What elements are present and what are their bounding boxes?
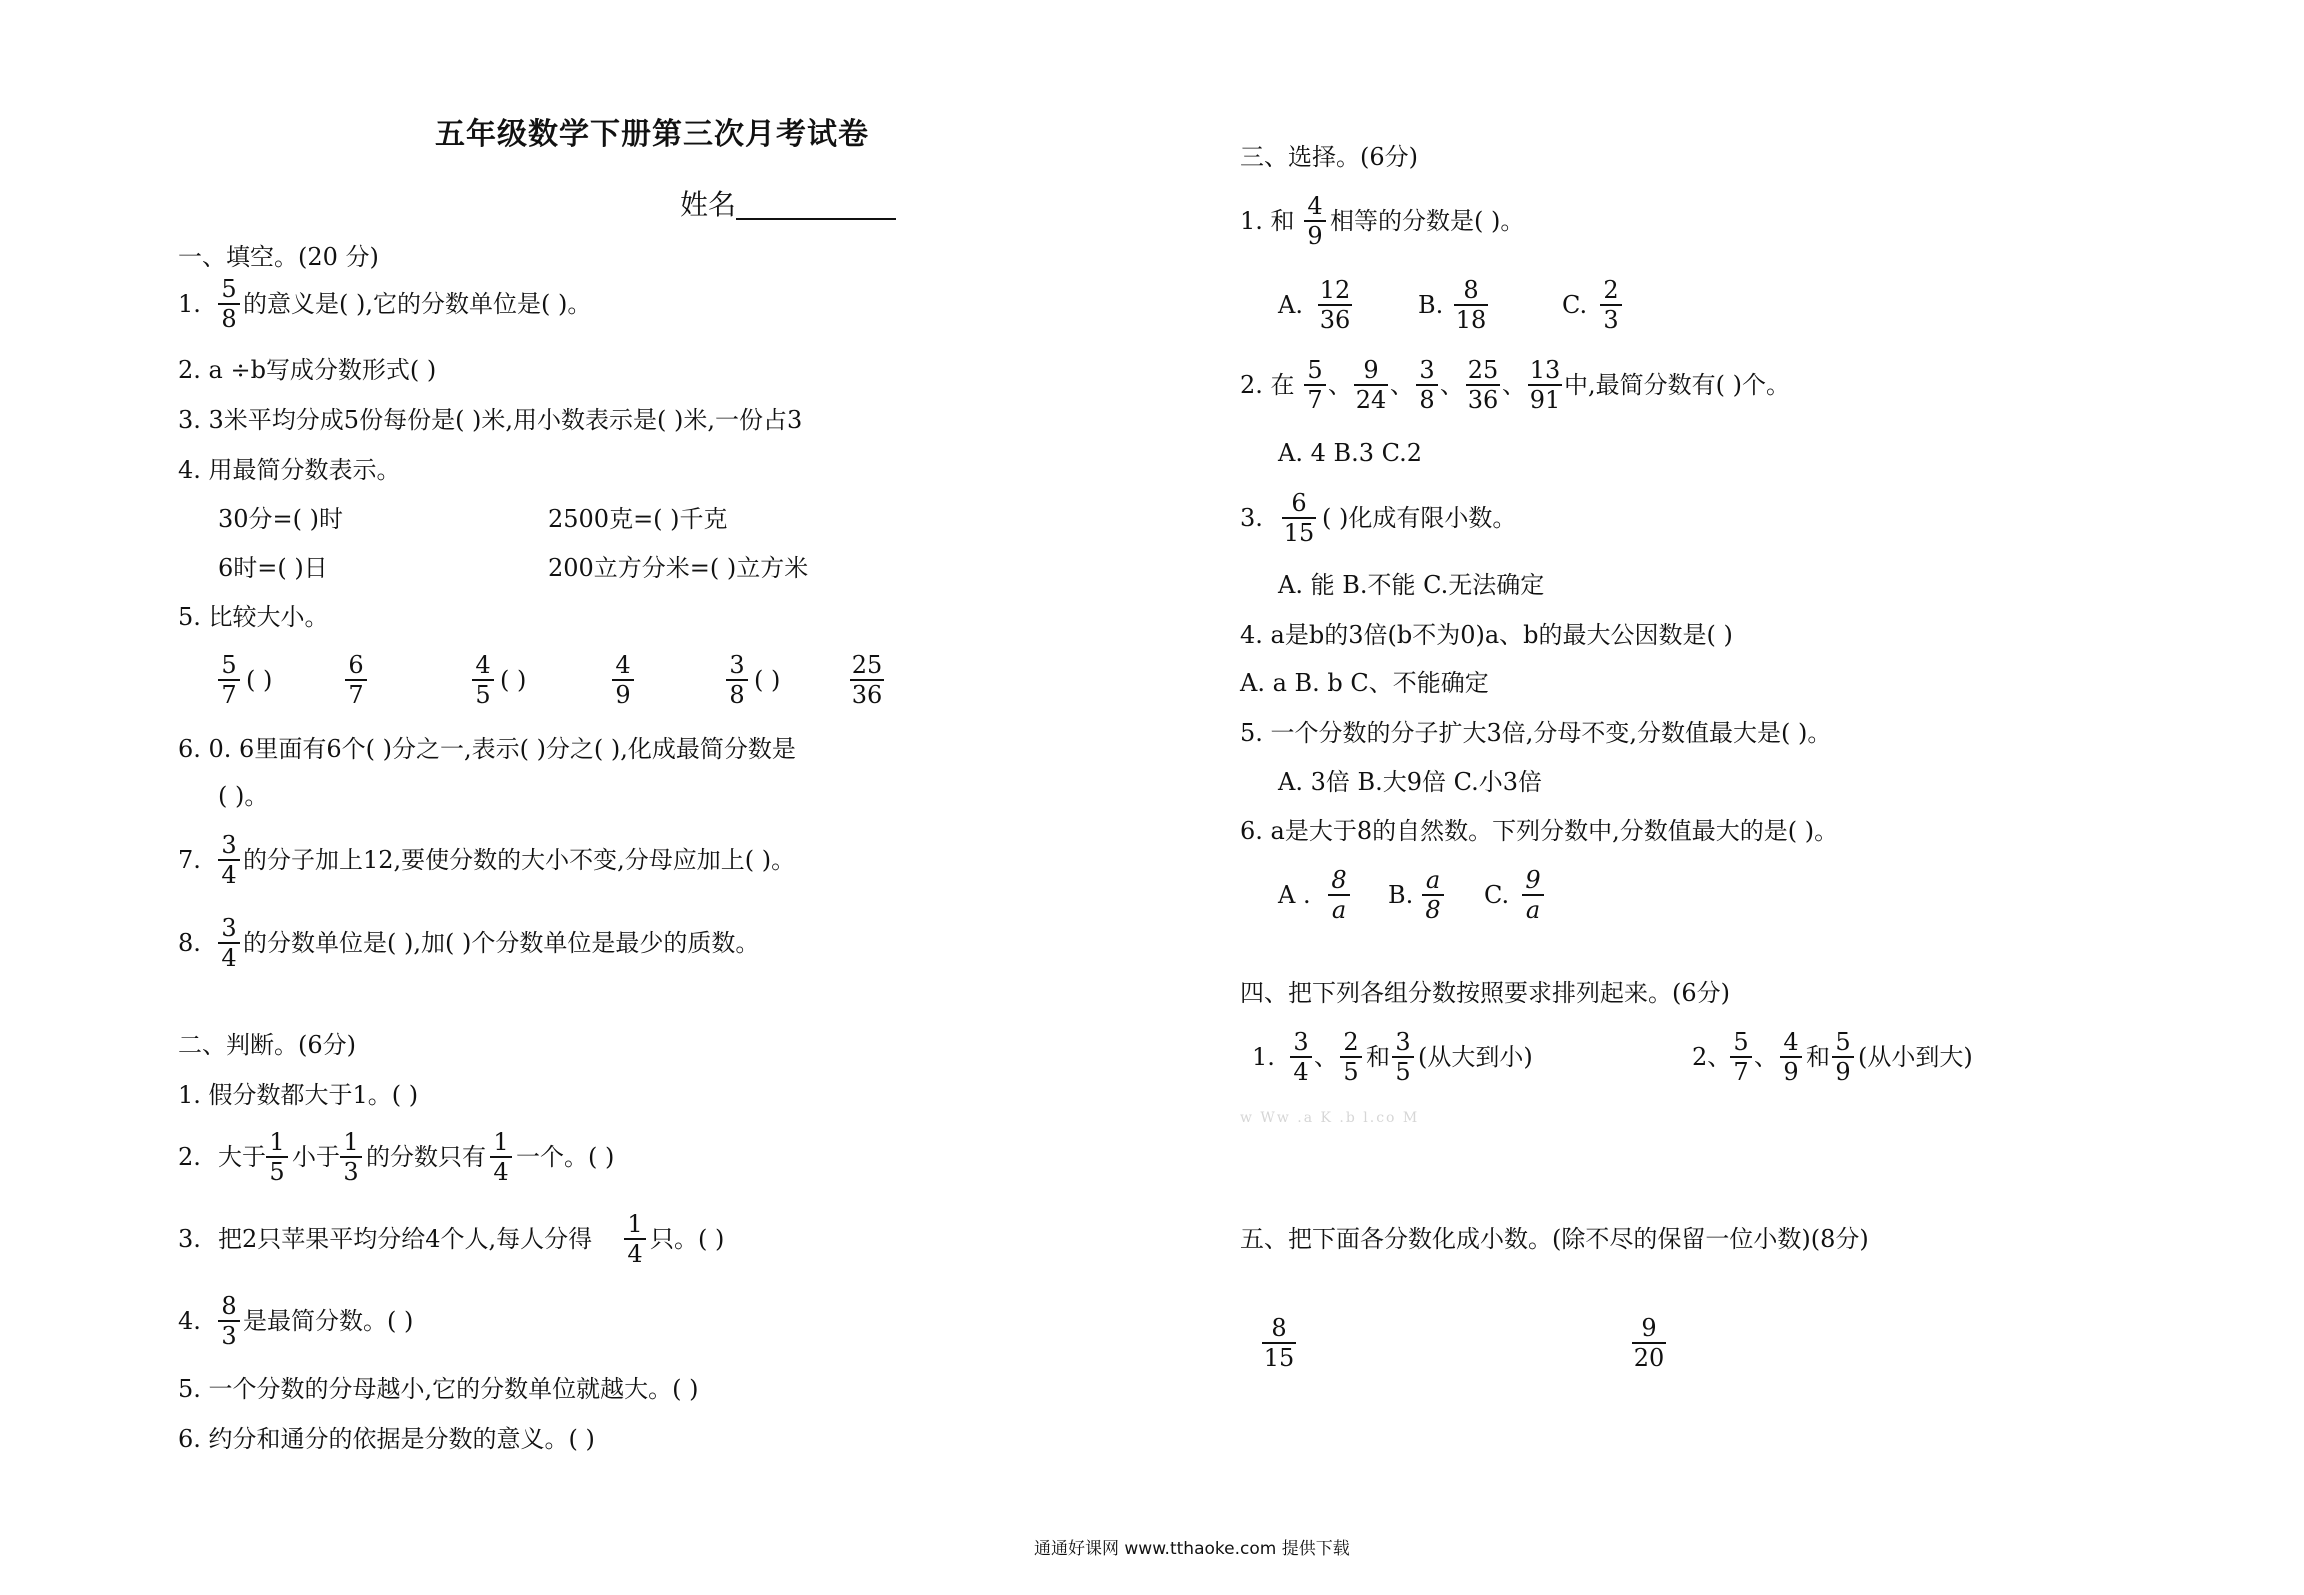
- sec1-q1-text: 的意义是( ),它的分数单位是( )。: [243, 290, 592, 318]
- sec2-q3-b: 只。( ): [650, 1225, 725, 1253]
- denominator: 15: [1263, 1344, 1295, 1372]
- denominator: 3: [340, 1156, 362, 1186]
- option-a: A .: [1278, 881, 1311, 909]
- denominator: 9: [1832, 1056, 1854, 1086]
- denominator: 5: [266, 1156, 288, 1186]
- fraction: [1282, 489, 1316, 547]
- option-a: A.: [1278, 291, 1303, 319]
- numerator: 8: [221, 1292, 237, 1320]
- sec2-q4-num: 4.: [178, 1307, 201, 1335]
- numerator: 2: [1343, 1028, 1359, 1056]
- sec2-q2-b: 小于: [292, 1143, 340, 1171]
- numerator: 9: [1525, 866, 1541, 894]
- fraction: [218, 1292, 240, 1350]
- numerator: 2: [1603, 276, 1619, 304]
- numerator: 4: [1783, 1028, 1799, 1056]
- fraction: [1262, 1314, 1296, 1372]
- fraction: [1304, 192, 1326, 250]
- denominator: a: [1328, 894, 1350, 924]
- numerator: 1: [627, 1210, 643, 1238]
- sec3-heading: 三、选择。(6分): [1240, 143, 1418, 171]
- sec4-p2-order: (从小到大): [1858, 1043, 1973, 1071]
- numerator: 3: [221, 831, 237, 859]
- sec2-q3-num: 3.: [178, 1225, 201, 1253]
- sec1-q4d: 200立方分米=( )立方米: [548, 554, 809, 582]
- numerator: 6: [348, 651, 364, 679]
- fraction: [624, 1210, 646, 1268]
- sec2-q1: 1. 假分数都大于1。( ): [178, 1081, 419, 1109]
- denominator: a: [1522, 894, 1544, 924]
- numerator: 8: [1463, 276, 1479, 304]
- fraction: [850, 651, 884, 709]
- numerator: 4: [475, 651, 491, 679]
- fraction: [1528, 356, 1562, 414]
- fraction: [1392, 1028, 1414, 1086]
- sec1-q6b: ( )。: [218, 782, 269, 810]
- denominator: 4: [490, 1156, 512, 1186]
- sec5-heading: 五、把下面各分数化成小数。(除不尽的保留一位小数)(8分): [1240, 1225, 1869, 1253]
- sec2-q2-c: 的分数只有: [366, 1143, 486, 1171]
- sec3-q4-options: A. a B. b C、不能确定: [1240, 669, 1489, 697]
- sec2-q2-num: 2.: [178, 1143, 201, 1171]
- denominator: 8: [1416, 384, 1438, 414]
- sec1-q4b: 2500克=( )千克: [548, 505, 728, 533]
- separator: 、: [1440, 371, 1464, 399]
- numerator: 3: [1419, 356, 1435, 384]
- denominator: 4: [218, 942, 240, 972]
- denominator: 9: [1780, 1056, 1802, 1086]
- sec1-q5: 5. 比较大小。: [178, 603, 329, 631]
- denominator: 4: [1290, 1056, 1312, 1086]
- sec2-q6: 6. 约分和通分的依据是分数的意义。( ): [178, 1425, 595, 1453]
- sec1-q2: 2. a ÷b写成分数形式( ): [178, 356, 437, 384]
- fraction: [1632, 1314, 1666, 1372]
- numerator: 25: [1467, 356, 1499, 384]
- denominator: 4: [218, 859, 240, 889]
- numerator: 6: [1291, 489, 1307, 517]
- numerator: 4: [1307, 192, 1323, 220]
- sec1-q8-text: 的分数单位是( ),加( )个分数单位是最少的质数。: [243, 929, 760, 957]
- sec3-q6: 6. a是大于8的自然数。下列分数中,分数值最大的是( )。: [1240, 817, 1839, 845]
- numerator: 8: [1331, 866, 1347, 894]
- numerator: 9: [1641, 1314, 1657, 1342]
- numerator: 5: [1307, 356, 1323, 384]
- sec3-q5: 5. 一个分数的分子扩大3倍,分母不变,分数值最大是( )。: [1240, 719, 1832, 747]
- fraction: [1600, 276, 1622, 334]
- compare-blank: ( ): [754, 666, 781, 694]
- sec1-q8-num: 8.: [178, 929, 201, 957]
- fraction: [1780, 1028, 1802, 1086]
- numerator: 12: [1319, 276, 1351, 304]
- sec2-q3-a: 把2只苹果平均分给4个人,每人分得: [218, 1225, 593, 1253]
- sec2-q4-text: 是最简分数。( ): [243, 1307, 414, 1335]
- numerator: 5: [221, 651, 237, 679]
- numerator: 5: [1835, 1028, 1851, 1056]
- sec1-q4a: 30分=( )时: [218, 505, 344, 533]
- fraction: [1304, 356, 1326, 414]
- fraction: [340, 1128, 362, 1186]
- separator: 、: [1754, 1043, 1778, 1071]
- sec4-p2-num: 2、: [1692, 1043, 1732, 1071]
- denominator: 36: [1319, 306, 1351, 334]
- watermark: w Ww .a K .b l.co M: [1240, 1110, 1420, 1126]
- denominator: 3: [1600, 304, 1622, 334]
- sec1-heading: 一、填空。(20 分): [178, 243, 379, 271]
- sec3-q5-options: A. 3倍 B.大9倍 C.小3倍: [1278, 768, 1543, 796]
- footer-credit: 通通好课网 www.tthaoke.com 提供下载: [1034, 1539, 1350, 1559]
- sec1-q4c: 6时=( )日: [218, 554, 328, 582]
- option-b: B.: [1388, 881, 1414, 909]
- fraction: [1328, 866, 1350, 924]
- denominator: 7: [1304, 384, 1326, 414]
- sec3-q2-a: 2. 在: [1240, 371, 1295, 399]
- sec1-q1-num: 1.: [178, 290, 201, 318]
- sec3-q1-b: 相等的分数是( )。: [1330, 207, 1525, 235]
- page-title: 五年级数学下册第三次月考试卷: [435, 117, 869, 152]
- fraction: [1422, 866, 1444, 924]
- compare-blank: ( ): [246, 666, 273, 694]
- denominator: 4: [624, 1238, 646, 1268]
- option-c: C.: [1484, 881, 1510, 909]
- numerator: 1: [493, 1128, 509, 1156]
- sec3-q1-a: 1. 和: [1240, 207, 1295, 235]
- sec4-p1-order: (从大到小): [1418, 1043, 1533, 1071]
- denominator: 15: [1283, 519, 1315, 547]
- denominator: 8: [218, 303, 240, 333]
- fraction: [726, 651, 748, 709]
- denominator: 36: [851, 681, 883, 709]
- sec4-p1-num: 1.: [1252, 1043, 1275, 1071]
- sec1-q6a: 6. 0. 6里面有6个( )分之一,表示( )分之( ),化成最简分数是: [178, 735, 796, 763]
- denominator: 20: [1633, 1344, 1665, 1372]
- numerator: 3: [1395, 1028, 1411, 1056]
- denominator: 5: [1340, 1056, 1362, 1086]
- and-word: 和: [1806, 1043, 1830, 1071]
- option-c: C.: [1562, 291, 1588, 319]
- numerator: 3: [1293, 1028, 1309, 1056]
- denominator: 8: [1422, 894, 1444, 924]
- fraction: [612, 651, 634, 709]
- fraction: [1416, 356, 1438, 414]
- fraction: [1454, 276, 1488, 334]
- fraction: [218, 275, 240, 333]
- fraction: [345, 651, 367, 709]
- sec1-q3: 3. 3米平均分成5份每份是( )米,用小数表示是( )米,一份占3: [178, 406, 803, 434]
- denominator: 9: [1304, 220, 1326, 250]
- fraction: [266, 1128, 288, 1186]
- separator: 、: [1502, 371, 1526, 399]
- sec2-q2-a: 大于: [218, 1143, 266, 1171]
- fraction: [1730, 1028, 1752, 1086]
- denominator: 8: [726, 679, 748, 709]
- numerator: 8: [1271, 1314, 1287, 1342]
- separator: 、: [1390, 371, 1414, 399]
- sec3-q4: 4. a是b的3倍(b不为0)a、b的最大公因数是( ): [1240, 621, 1733, 649]
- numerator: 25: [851, 651, 883, 679]
- fraction: [1466, 356, 1500, 414]
- numerator: 5: [221, 275, 237, 303]
- numerator: 1: [343, 1128, 359, 1156]
- fraction: [1340, 1028, 1362, 1086]
- fraction: [1318, 276, 1352, 334]
- denominator: 9: [612, 679, 634, 709]
- numerator: 4: [615, 651, 631, 679]
- sec4-heading: 四、把下列各组分数按照要求排列起来。(6分): [1240, 979, 1730, 1007]
- sec1-q4: 4. 用最简分数表示。: [178, 456, 401, 484]
- separator: 、: [1328, 371, 1352, 399]
- denominator: 5: [472, 679, 494, 709]
- denominator: 91: [1529, 386, 1561, 414]
- denominator: 3: [218, 1320, 240, 1350]
- name-label: [680, 190, 896, 220]
- name-label-text: 姓名: [680, 188, 737, 221]
- numerator: 1: [269, 1128, 285, 1156]
- fraction: [490, 1128, 512, 1186]
- numerator: 9: [1363, 356, 1379, 384]
- fraction: [1832, 1028, 1854, 1086]
- name-blank[interactable]: [736, 192, 896, 220]
- sec3-q2-options: A. 4 B.3 C.2: [1278, 439, 1423, 467]
- and-word: 和: [1366, 1043, 1390, 1071]
- denominator: 18: [1455, 306, 1487, 334]
- sec2-q2-d: 一个。( ): [516, 1143, 615, 1171]
- sec1-q7-text: 的分子加上12,要使分数的大小不变,分母应加上( )。: [243, 846, 796, 874]
- sec3-q3-a: 3.: [1240, 504, 1263, 532]
- denominator: 7: [218, 679, 240, 709]
- denominator: 5: [1392, 1056, 1414, 1086]
- sec2-heading: 二、判断。(6分): [178, 1031, 356, 1059]
- sec3-q2-b: 中,最简分数有( )个。: [1564, 371, 1790, 399]
- fraction: [218, 651, 240, 709]
- numerator: 3: [729, 651, 745, 679]
- fraction: [1522, 866, 1544, 924]
- sec3-q3-b: ( )化成有限小数。: [1322, 504, 1517, 532]
- sec2-q5: 5. 一个分数的分母越小,它的分数单位就越大。( ): [178, 1375, 699, 1403]
- denominator: 7: [1730, 1056, 1752, 1086]
- numerator: 13: [1529, 356, 1561, 384]
- fraction: [218, 914, 240, 972]
- fraction: [472, 651, 494, 709]
- option-b: B.: [1418, 291, 1444, 319]
- numerator: 5: [1733, 1028, 1749, 1056]
- compare-blank: ( ): [500, 666, 527, 694]
- separator: 、: [1314, 1043, 1338, 1071]
- denominator: 7: [345, 679, 367, 709]
- denominator: 24: [1355, 386, 1387, 414]
- fraction: [218, 831, 240, 889]
- fraction: [1290, 1028, 1312, 1086]
- sec1-q7-num: 7.: [178, 846, 201, 874]
- denominator: 36: [1467, 386, 1499, 414]
- fraction: [1354, 356, 1388, 414]
- numerator: 3: [221, 914, 237, 942]
- numerator: a: [1425, 866, 1441, 894]
- sec3-q3-options: A. 能 B.不能 C.无法确定: [1278, 571, 1545, 599]
